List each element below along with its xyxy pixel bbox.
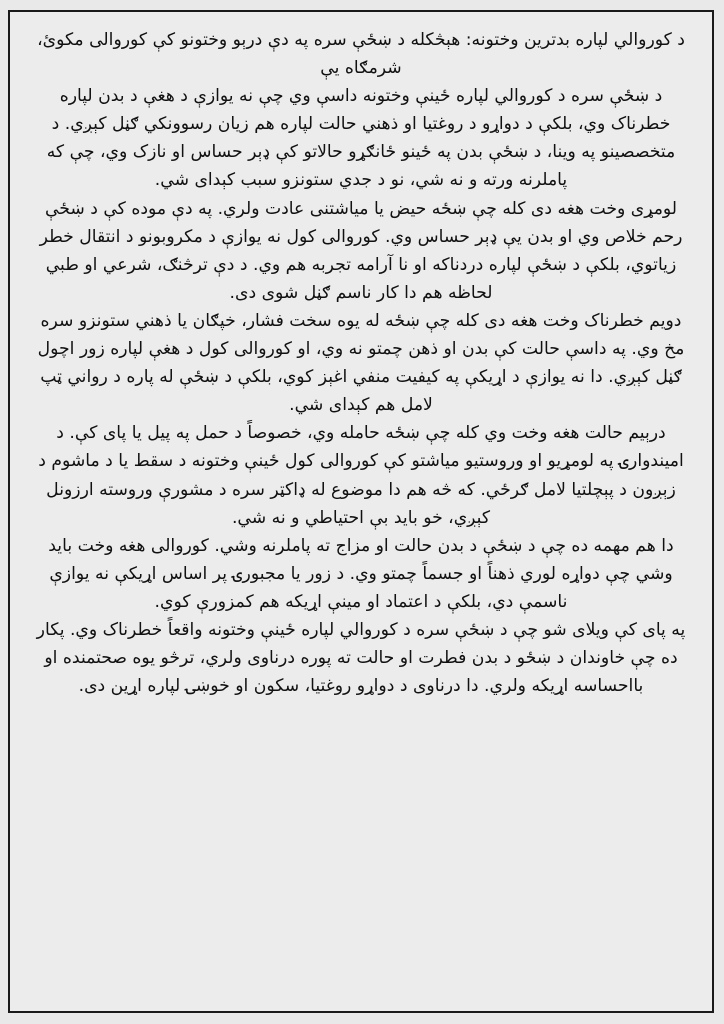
paragraph-attention: دا هم مهمه ده چې د ښځې د بدن حالت او مزاج ته پاملرنه وشي. کوروالی هغه وخت بايد وشي چې دواړه لوري ذهناً او جسماً چمتو وي. د زور يا مجبورۍ پر اساس اړيکې نه يوازې ناسمې دي، بلکې د اعتماد او مينې اړيکه هم کمزورې کوي. <box>48 535 674 612</box>
paragraph-intro: د ښځې سره د کوروالي لپاره ځينې وختونه داسې وي چې نه يوازې د هغې د بدن لپاره خطرناک وي، بلکې د دواړو د روغتيا او ذهني حالت لپاره هم زيان رسوونکي ګڼل کېږي. د متخصصينو په وينا، د ښځې بدن په ځينو ځانګړو حالاتو کې ډېر حساس او نازک وي، چې که پاملرنه ورته و نه شي، نو د جدي ستونزو سبب کېدای شي. <box>46 86 676 191</box>
paragraph-first-time: لومړی وخت هغه دی کله چې ښځه حيض يا مياشتنی عادت ولري. په دې موده کې د ښځې رحم خلاص وي او بدن يې ډېر حساس وي. کوروالی کول نه يوازې د مکروبونو د انتقال خطر زياتوي، بلکې د ښځې لپاره دردناکه او نا آرامه تجربه هم وي. د دې ترڅنګ، شرعي او طبي لحاظه هم دا کار ناسم ګڼل شوی دی. <box>39 198 683 303</box>
paragraph-third-time: درېيم حالت هغه وخت وي کله چې ښځه حامله وي، خصوصاً د حمل په پيل يا پای کې. د اميندوارۍ په لومړيو او وروستيو مياشتو کې کوروالی کول ځينې وختونه د سقط يا د ماشوم د زېږون د پېچلتيا لامل ګرځي. که څه هم دا موضوع له ډاکټر سره د مشورې وروسته ارزونل کېږي، خو بايد بې احتياطي و نه شي. <box>38 423 684 528</box>
article-page <box>8 10 714 1013</box>
paragraph-conclusion: په پای کې ويلای شو چې د ښځې سره د کوروالي لپاره ځينې وختونه واقعاً خطرناک وي. پکار ده چې خاوندان د ښځو د بدن فطرت او حالت ته پوره درناوی ولري، ترڅو يوه صحتمنده او بااحساسه اړيکه ولري. دا درناوی د دواړو روغتيا، سکون او خوښۍ لپاره اړين دی. <box>36 619 686 697</box>
paragraph-title: د کوروالي لپاره بدترين وختونه: هېڅکله د ښځې سره په دې درېو وختونو کې کوروالی مکوئ، شرمګاه يې <box>37 30 685 79</box>
paragraph-second-time: دويم خطرناک وخت هغه دی کله چې ښځه له يوه سخت فشار، خپګان يا ذهني ستونزو سره مخ وي. په داسې حالت کې بدن او ذهن چمتو نه وي، او کوروالی کول د هغې لپاره زور اچول ګڼل کېږي. دا نه يوازې د اړيکې په کيفيت منفي اغېز کوي، بلکې د ښځې له پاره د رواني ټپ لامل هم کېدای شي. <box>37 310 685 416</box>
